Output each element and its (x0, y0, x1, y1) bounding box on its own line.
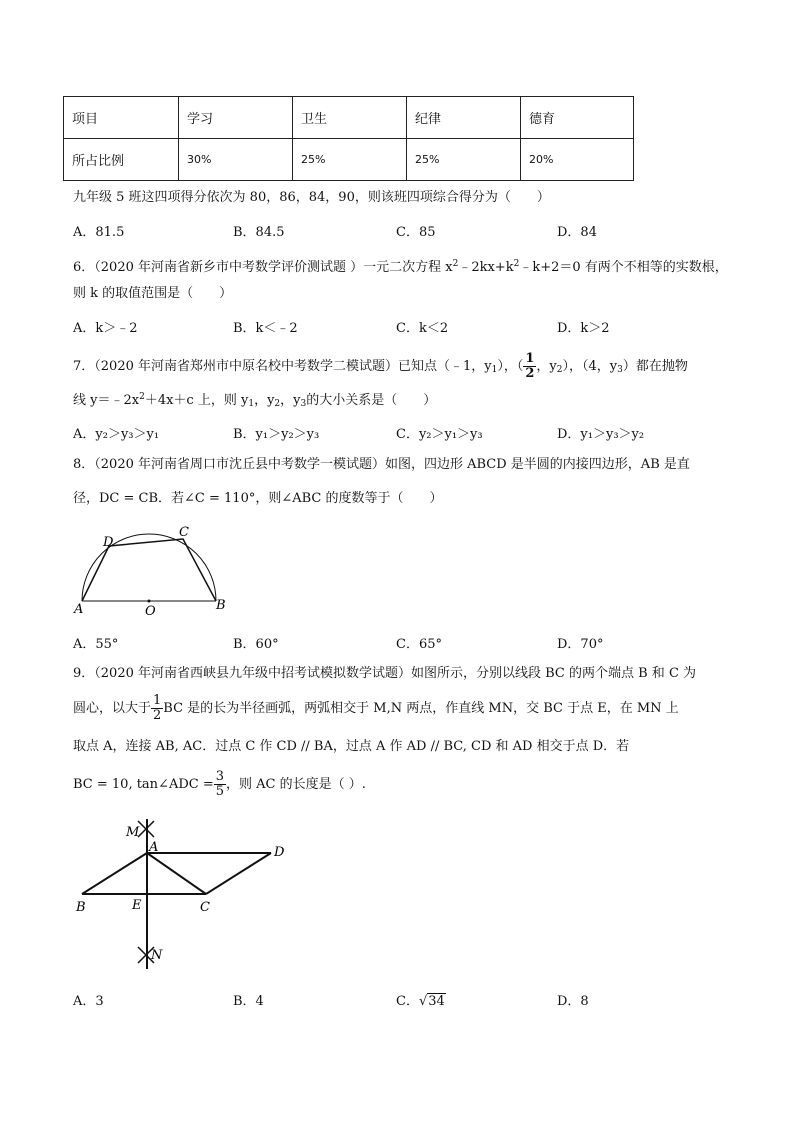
q9-text: ，则 AC 的长度是（ ）. (226, 777, 366, 792)
q5-stem: 九年级 5 班这四项得分依次为 80，86，84，90，则该班四项综合得分为（ ） (73, 190, 550, 205)
label-d: D (103, 535, 114, 550)
q5-option-b: B．84.5 (233, 225, 285, 240)
q9-stem-line4 (73, 770, 366, 799)
fraction-one-half (151, 694, 163, 723)
subscript: 2 (556, 365, 563, 375)
segment-ab (82, 853, 147, 894)
q5-option-d: D．84 (557, 225, 597, 240)
fraction-one-half (523, 352, 536, 381)
q6-stem-line2: 则 k 的取值范围是（ ） (73, 286, 233, 301)
q8-stem-line2: 径，DC = CB．若∠C = 110°，则∠ABC 的度数等于（ ） (73, 491, 443, 506)
q7-option-a: A．y₂＞y₃＞y₁ (73, 427, 160, 442)
q7-text: ，y (536, 359, 557, 374)
fraction-numerator: 1 (153, 693, 162, 708)
q7-option-b: B．y₁＞y₂＞y₃ (233, 427, 320, 442)
q7-text: ）都在抛物 (622, 359, 688, 374)
q5-option-c: C．85 (396, 225, 436, 240)
fraction-numerator: 3 (215, 769, 225, 784)
fraction-denominator: 2 (525, 366, 535, 381)
label-n: N (151, 948, 163, 963)
q9-text: 圆心，以大于 (73, 701, 152, 716)
q8-option-c: C．65° (396, 637, 442, 652)
q9-text: BC = 10, tan∠ADC = (73, 777, 214, 792)
semicircle-quadrilateral-figure (70, 525, 240, 620)
table-cell: 30% (179, 139, 293, 181)
q6-option-a: A．k＞﹣2 (73, 321, 138, 336)
superscript: 2 (513, 259, 520, 269)
q7-text: 7．（2020 年河南省郑州市中原名校中考数学二模试题）已知点（﹣1，y (73, 359, 492, 374)
table-cell: 20% (521, 139, 634, 181)
table-row (64, 139, 634, 181)
sqrt-radicand: 34 (428, 994, 445, 1009)
q9-option-d: D．8 (557, 994, 589, 1009)
q7-text: ＋4x＋c 上，则 y (144, 393, 249, 408)
table-cell: 25% (293, 139, 407, 181)
q7-text: ），（ (497, 359, 524, 374)
q8-option-b: B．60° (233, 637, 279, 652)
q7-text: 的大小关系是（ ） (306, 393, 437, 408)
q6-option-b: B．k＜﹣2 (233, 321, 298, 336)
option-letter: C． (396, 994, 419, 1009)
q7-option-c: C．y₂＞y₁＞y₃ (396, 427, 483, 442)
label-b: B (216, 598, 226, 613)
q8-option-d: D．70° (557, 637, 604, 652)
q7-text: ），（4，y (562, 359, 618, 374)
table-cell: 项目 (64, 97, 179, 139)
table-cell: 纪律 (407, 97, 521, 139)
fraction-denominator: 5 (215, 784, 225, 799)
center-point (148, 600, 151, 603)
q6-text: 6．（2020 年河南省新乡市中考数学评价测试题 ）一元二次方程 x (73, 260, 453, 275)
label-o: O (145, 604, 156, 619)
sqrt-symbol: √ (418, 994, 428, 1009)
q7-stem-line1 (73, 352, 688, 381)
q7-text: 线 y＝﹣2x (73, 393, 140, 408)
q7-stem-line2: 线 $y=﹣2x^2+4x+c$ 上，则 $y_1$，$y_2$，$y_3$的大小关系是（ ） (73, 392, 437, 409)
label-e: E (132, 898, 142, 913)
label-c: C (200, 900, 210, 915)
segment-cd (206, 853, 271, 894)
label-d: D (274, 845, 285, 860)
q9-stem-line1: 9．（2020 年河南省西峡县九年级中招考试模拟数学试题）如图所示，分别以线段 BC 的两个端点 B 和 C 为 (73, 666, 697, 681)
superscript: 2 (452, 259, 459, 269)
label-a: A (149, 840, 159, 855)
q9-text: BC 是的长为半径画弧，两弧相交于 M,N 两点，作直线 MN，交 BC 于点 E，在 MN 上 (163, 701, 679, 716)
label-m: M (126, 825, 140, 840)
table-cell: 卫生 (293, 97, 407, 139)
label-b: B (76, 900, 86, 915)
q5-option-a: A．81.5 (73, 225, 125, 240)
q6-stem-line1 (73, 255, 728, 277)
fraction-denominator: 2 (153, 708, 162, 723)
score-weight-table (63, 96, 634, 181)
table-cell: 所占比例 (64, 139, 179, 181)
q9-option-b: B．4 (233, 994, 264, 1009)
superscript: 2 (139, 392, 145, 402)
q9-stem-line2 (73, 694, 679, 723)
subscript: 1 (491, 365, 498, 375)
table-cell: 学习 (179, 97, 293, 139)
table-header-row (64, 97, 634, 139)
table-cell: 25% (407, 139, 521, 181)
q8-stem-line1: 8．（2020 年河南省周口市沈丘县中考数学一模试题）如图，四边形 ABCD 是半圆的内接四边形，AB 是直 (73, 457, 690, 472)
label-a: A (74, 602, 84, 617)
q6-option-d: D．k＞2 (557, 321, 610, 336)
q9-stem-line3: 取点 A，连接 AB, AC．过点 C 作 CD // BA，过点 A 作 AD // BC, CD 和 AD 相交于点 D．若 (73, 739, 630, 754)
segment-ac (147, 853, 206, 894)
q9-option-a: A．3 (73, 994, 104, 1009)
q7-option-d: D．y₁＞y₃＞y₂ (557, 427, 645, 442)
subscript: 3 (617, 365, 623, 375)
q6-option-c: C．k＜2 (396, 321, 449, 336)
label-c: C (179, 525, 189, 540)
q8-option-a: A．55° (73, 637, 119, 652)
fraction-numerator: 1 (525, 351, 535, 366)
perpendicular-bisector-figure (70, 815, 300, 975)
table-cell: 德育 (521, 97, 634, 139)
q6-text: ﹣2kx+k (458, 260, 514, 275)
q9-option-c (396, 990, 446, 1009)
q6-text: ﹣k+2＝0 有两个不相等的实数根， (519, 260, 728, 275)
fraction-three-fifths (214, 770, 226, 799)
